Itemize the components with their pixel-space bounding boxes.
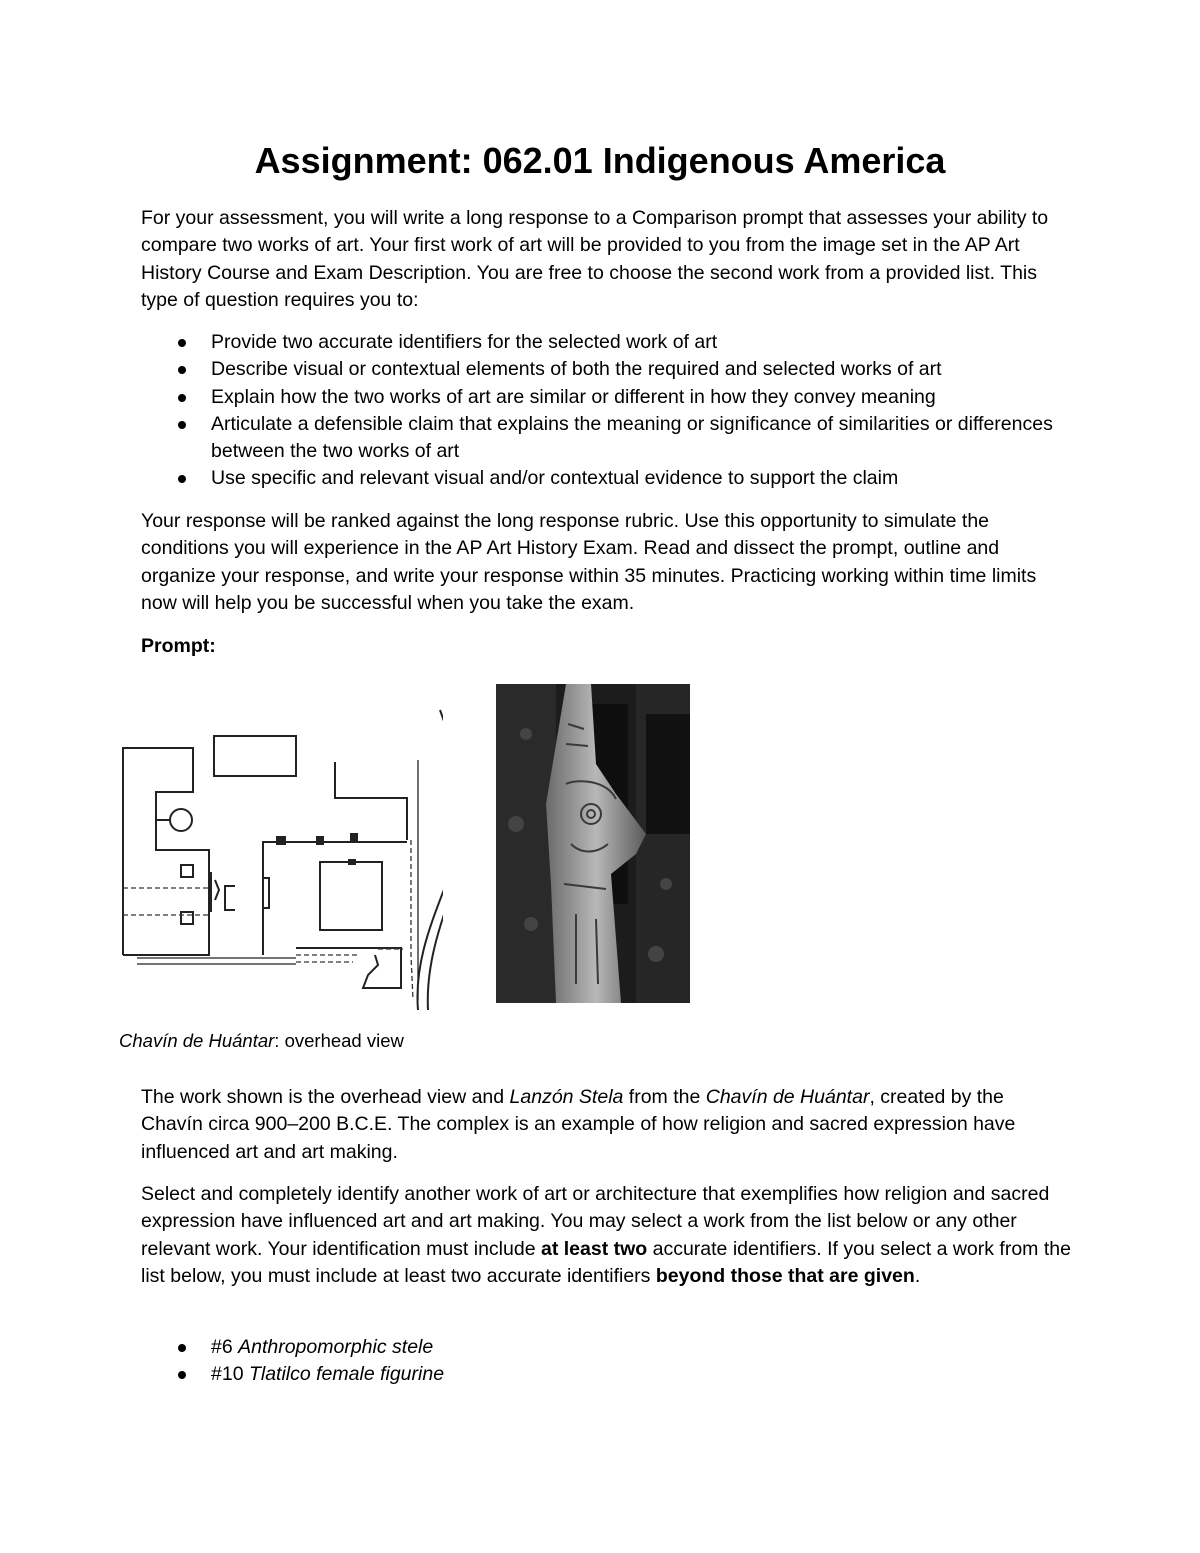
page-title: Assignment: 062.01 Indigenous America (254, 140, 946, 181)
list-item: Explain how the two works of art are similar or different in how they convey meaning (141, 384, 1071, 411)
bullet-icon (178, 475, 186, 483)
bullet-icon (178, 1344, 186, 1352)
selection-paragraph: Select and completely identify another work of art or architecture that exemplifies how religion and sacred expression have influenced art and art making. You may select a work from the list below or any other relevant work. Your identification must include at least two accurate identifiers. If you select a work from the list below, you must include at least two accurate identifiers beyond those that are given. (141, 1183, 1071, 1287)
bullet-icon (178, 366, 186, 374)
list-item: Use specific and relevant visual and/or contextual evidence to support the claim (141, 465, 1071, 492)
list-item: Articulate a defensible claim that explains the meaning or significance of similarities or differences between the two works of art (141, 411, 1071, 466)
bullet-icon (178, 421, 186, 429)
works-list (141, 1334, 1071, 1389)
lanzon-stela-photo (496, 684, 690, 1003)
bullet-icon (178, 339, 186, 347)
list-item: Provide two accurate identifiers for the selected work of art (141, 329, 1071, 356)
work-description-paragraph: The work shown is the overhead view and Lanzón Stela from the Chavín de Huántar, created by the Chavín circa 900–200 B.C.E. The complex is an example of how religion and sacred expression have influenced art and art making. (141, 1086, 1016, 1163)
ranking-paragraph: Your response will be ranked against the long response rubric. Use this opportunity to simulate the conditions you will experience in the AP Art History Exam. Read and dissect the prompt, outline and organize your response, and write your response within 35 minutes. Practicing working within time limits now will help you be successful when you take the exam. (141, 510, 1037, 614)
list-item: #6 Anthropomorphic stele (141, 1334, 1071, 1361)
bullet-icon (178, 1371, 186, 1379)
requirements-list (141, 329, 1071, 493)
bullet-icon (178, 394, 186, 402)
list-item: #10 Tlatilco female figurine (141, 1361, 1071, 1388)
intro-paragraph: For your assessment, you will write a long response to a Comparison prompt that assesses your ability to compare two works of art. Your first work of art will be provided to you from the image set in the AP Art History Course and Exam Description. You are free to choose the second work from a provided list. This type of question requires you to: (141, 207, 1049, 311)
prompt-label: Prompt: (141, 635, 216, 657)
chavin-floorplan-image (113, 700, 443, 1010)
image-caption: Chavín de Huántar: overhead view (119, 1030, 404, 1051)
list-item: Describe visual or contextual elements of both the required and selected works of art (141, 356, 1071, 383)
